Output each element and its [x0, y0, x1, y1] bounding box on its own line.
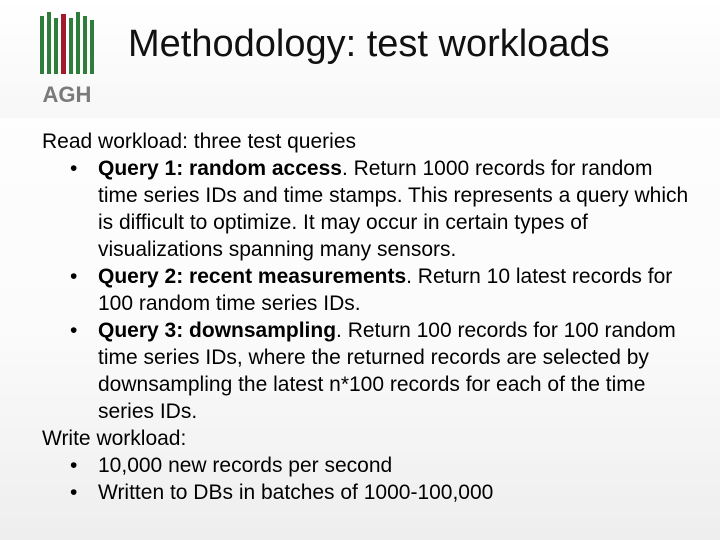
list-item-write-rate — [42, 452, 692, 479]
bullet-icon: • — [70, 481, 78, 504]
write-batches-text: Written to DBs in batches of 1000-100,000 — [98, 481, 494, 504]
read-workload-heading: Read workload: three test queries — [42, 130, 357, 153]
bullet-icon: • — [70, 265, 78, 288]
query-3-desc: . Return 100 records for 100 random time series IDs, where the returned records are selected by downsampling the latest n*100 records for each of the time series IDs. — [98, 319, 676, 423]
query-1-name: Query 1: random access — [98, 157, 342, 180]
query-2-desc: . Return 10 latest records for 100 random time series IDs. — [98, 265, 673, 315]
list-item-query-2 — [42, 263, 692, 317]
list-item-query-1 — [42, 155, 692, 263]
slide-content — [42, 128, 692, 506]
bullet-icon: • — [70, 454, 78, 477]
write-rate-text: 10,000 new records per second — [98, 454, 393, 477]
query-1-desc: . Return 1000 records for random time series IDs and time stamps. This represents a query which is difficult to optimize. It may occur in certain types of visualizations spanning many sensors. — [98, 157, 689, 261]
logo-text: AGH — [42, 82, 92, 107]
agh-logo-icon — [38, 12, 98, 108]
list-item-write-batches — [42, 479, 692, 506]
query-3-name: Query 3: downsampling — [98, 319, 337, 342]
page-title: Methodology: test workloads — [128, 23, 610, 65]
list-item-query-3 — [42, 317, 692, 425]
bullet-icon: • — [70, 319, 78, 342]
bullet-icon: • — [70, 157, 78, 180]
write-workload-heading: Write workload: — [42, 427, 187, 450]
query-2-name: Query 2: recent measurements — [98, 265, 407, 288]
